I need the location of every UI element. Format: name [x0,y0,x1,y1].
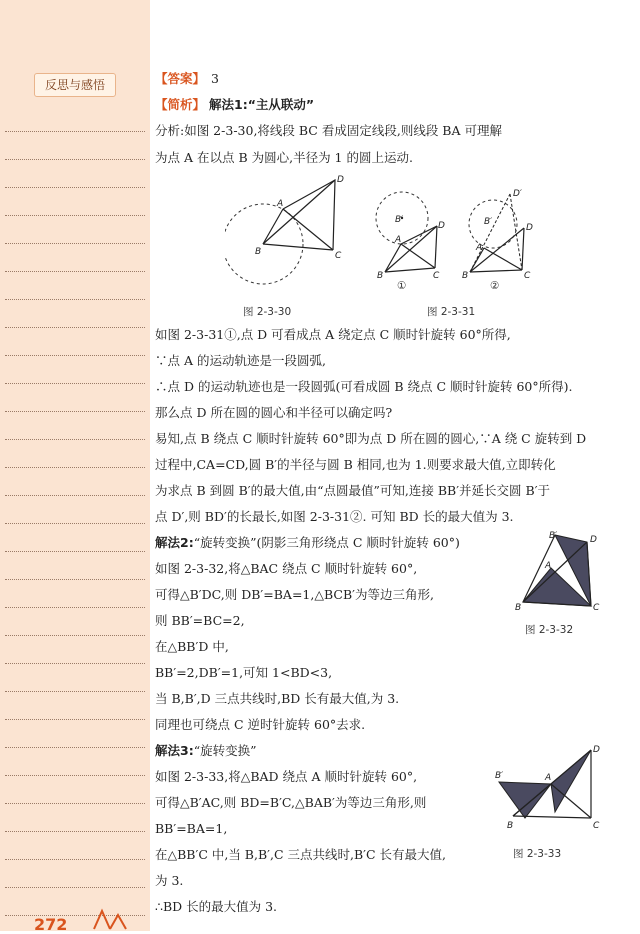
figure-2-3-31-2 [460,186,545,293]
analysis-text-line: 为求点 B 到圆 B′的最大值,由“点圆最值”可知,连接 BB′并延长交圆 B′于 [155,483,551,498]
method-3-heading: 解法3:“旋转变换” [155,743,257,758]
reflection-tag: 反思与感悟 [34,73,116,97]
analysis-text-line: 点 D′,则 BD′的长最长,如图 2-3-31②. 可知 BD 长的最大值为 3. [155,509,514,524]
point-label-c: C [593,821,600,831]
point-label-a: A [545,561,552,571]
point-label-c: C [335,251,342,261]
method-2-heading: 解法2:“旋转变换”(阴影三角形绕点 C 顺时针旋转 60°) [155,535,460,550]
point-label-a: A [476,243,483,253]
method-3-text-line: 在△BB′C 中,当 B,B′,C 三点共线时,B′C 长有最大值, [155,847,447,862]
answer-line: 【答案】 3 [155,71,219,86]
point-label-b: B [255,247,262,257]
analysis-text-line: ∵点 A 的运动轨迹是一段圆弧, [155,353,326,368]
method-2-text-line: 同理也可绕点 C 逆时针旋转 60°去求. [155,717,366,732]
page-number: 272 [34,915,68,934]
method-2-text-line: BB′=2,DB′=1,可知 1<BD<3, [155,665,333,680]
analysis-text-line: 易知,点 B 绕点 C 顺时针旋转 60°即为点 D 所在圆的圆心,∵A 绕 C 旋转到 D [155,431,587,446]
figure-2-3-33 [495,742,610,832]
point-label-c: C [593,603,600,613]
analysis-text-line: 过程中,CA=CD,圆 B′的半径与圆 B 相同,也为 1.则要求最大值,立即转化 [155,457,556,472]
analysis-text-line: 如图 2-3-31①,点 D 可看成点 A 绕定点 C 顺时针旋转 60°所得, [155,327,511,342]
figure-caption-2-3-32: 图 2-3-32 [525,624,574,636]
figure-2-3-30 [225,172,375,292]
point-label-bp: B′ [495,771,504,781]
point-label-d: D [438,221,445,231]
subfigure-label-2: ② [490,280,500,292]
method-3-text-line: BB′=BA=1, [155,821,228,836]
method-3-text-line: 如图 2-3-33,将△BAD 绕点 A 顺时针旋转 60°, [155,769,418,784]
note-lines [5,104,145,916]
analysis-text-line: ∴点 D 的运动轨迹也是一段圆弧(可看成圆 B 绕点 C 顺时针旋转 60°所得). [155,379,573,394]
point-label-b: B [462,271,469,281]
point-label-d: D [590,535,597,545]
point-label-bp: B′ [484,217,493,227]
figure-caption-2-3-33: 图 2-3-33 [513,848,562,860]
analysis-text-line: 那么点 D 所在圆的圆心和半径可以确定吗? [155,405,393,420]
point-label-d: D [337,175,344,185]
point-label-bp: B′ [395,215,404,225]
point-label-b: B [515,603,522,613]
point-label-bp: B′ [549,531,558,541]
figure-2-3-32 [515,530,615,615]
point-label-a: A [277,199,284,209]
method-2-text-line: 则 BB′=BC=2, [155,613,245,628]
method-2-text-line: 如图 2-3-32,将△BAC 绕点 C 顺时针旋转 60°, [155,561,418,576]
analysis-text-line: 为点 A 在以点 B 为圆心,半径为 1 的圆上运动. [155,150,413,165]
method-3-text-line: 可得△B′AC,则 BD=B′C,△BAB′为等边三角形,则 [155,795,427,810]
pencil-decoration-icon [92,905,132,931]
figure-caption-2-3-30: 图 2-3-30 [243,306,292,318]
point-label-d: D [526,223,533,233]
method-3-text-line: ∴BD 长的最大值为 3. [155,899,278,914]
method-2-text-line: 当 B,B′,D 三点共线时,BD 长有最大值,为 3. [155,691,400,706]
point-label-a: A [545,773,552,783]
figure-caption-2-3-31: 图 2-3-31 [427,306,476,318]
analysis-text-line: 分析:如图 2-3-30,将线段 BC 看成固定线段,则线段 BA 可理解 [155,123,502,138]
point-label-b: B [377,271,384,281]
point-label-dp: D′ [513,189,522,199]
point-label-b: B [507,821,514,831]
notes-sidebar [0,0,150,934]
figure-2-3-31-1 [375,188,450,293]
method-2-text-line: 在△BB′D 中, [155,639,229,654]
point-label-a: A [395,235,402,245]
answer-content [155,0,640,931]
method-2-text-line: 可得△B′DC,则 DB′=BA=1,△BCB′为等边三角形, [155,587,434,602]
point-label-c: C [433,271,440,281]
analysis-heading: 【简析】 解法1:“主从联动” [155,97,315,112]
point-label-c: C [524,271,531,281]
method-3-text-line: 为 3. [155,873,184,888]
point-label-d: D [593,745,600,755]
subfigure-label-1: ① [397,280,407,292]
